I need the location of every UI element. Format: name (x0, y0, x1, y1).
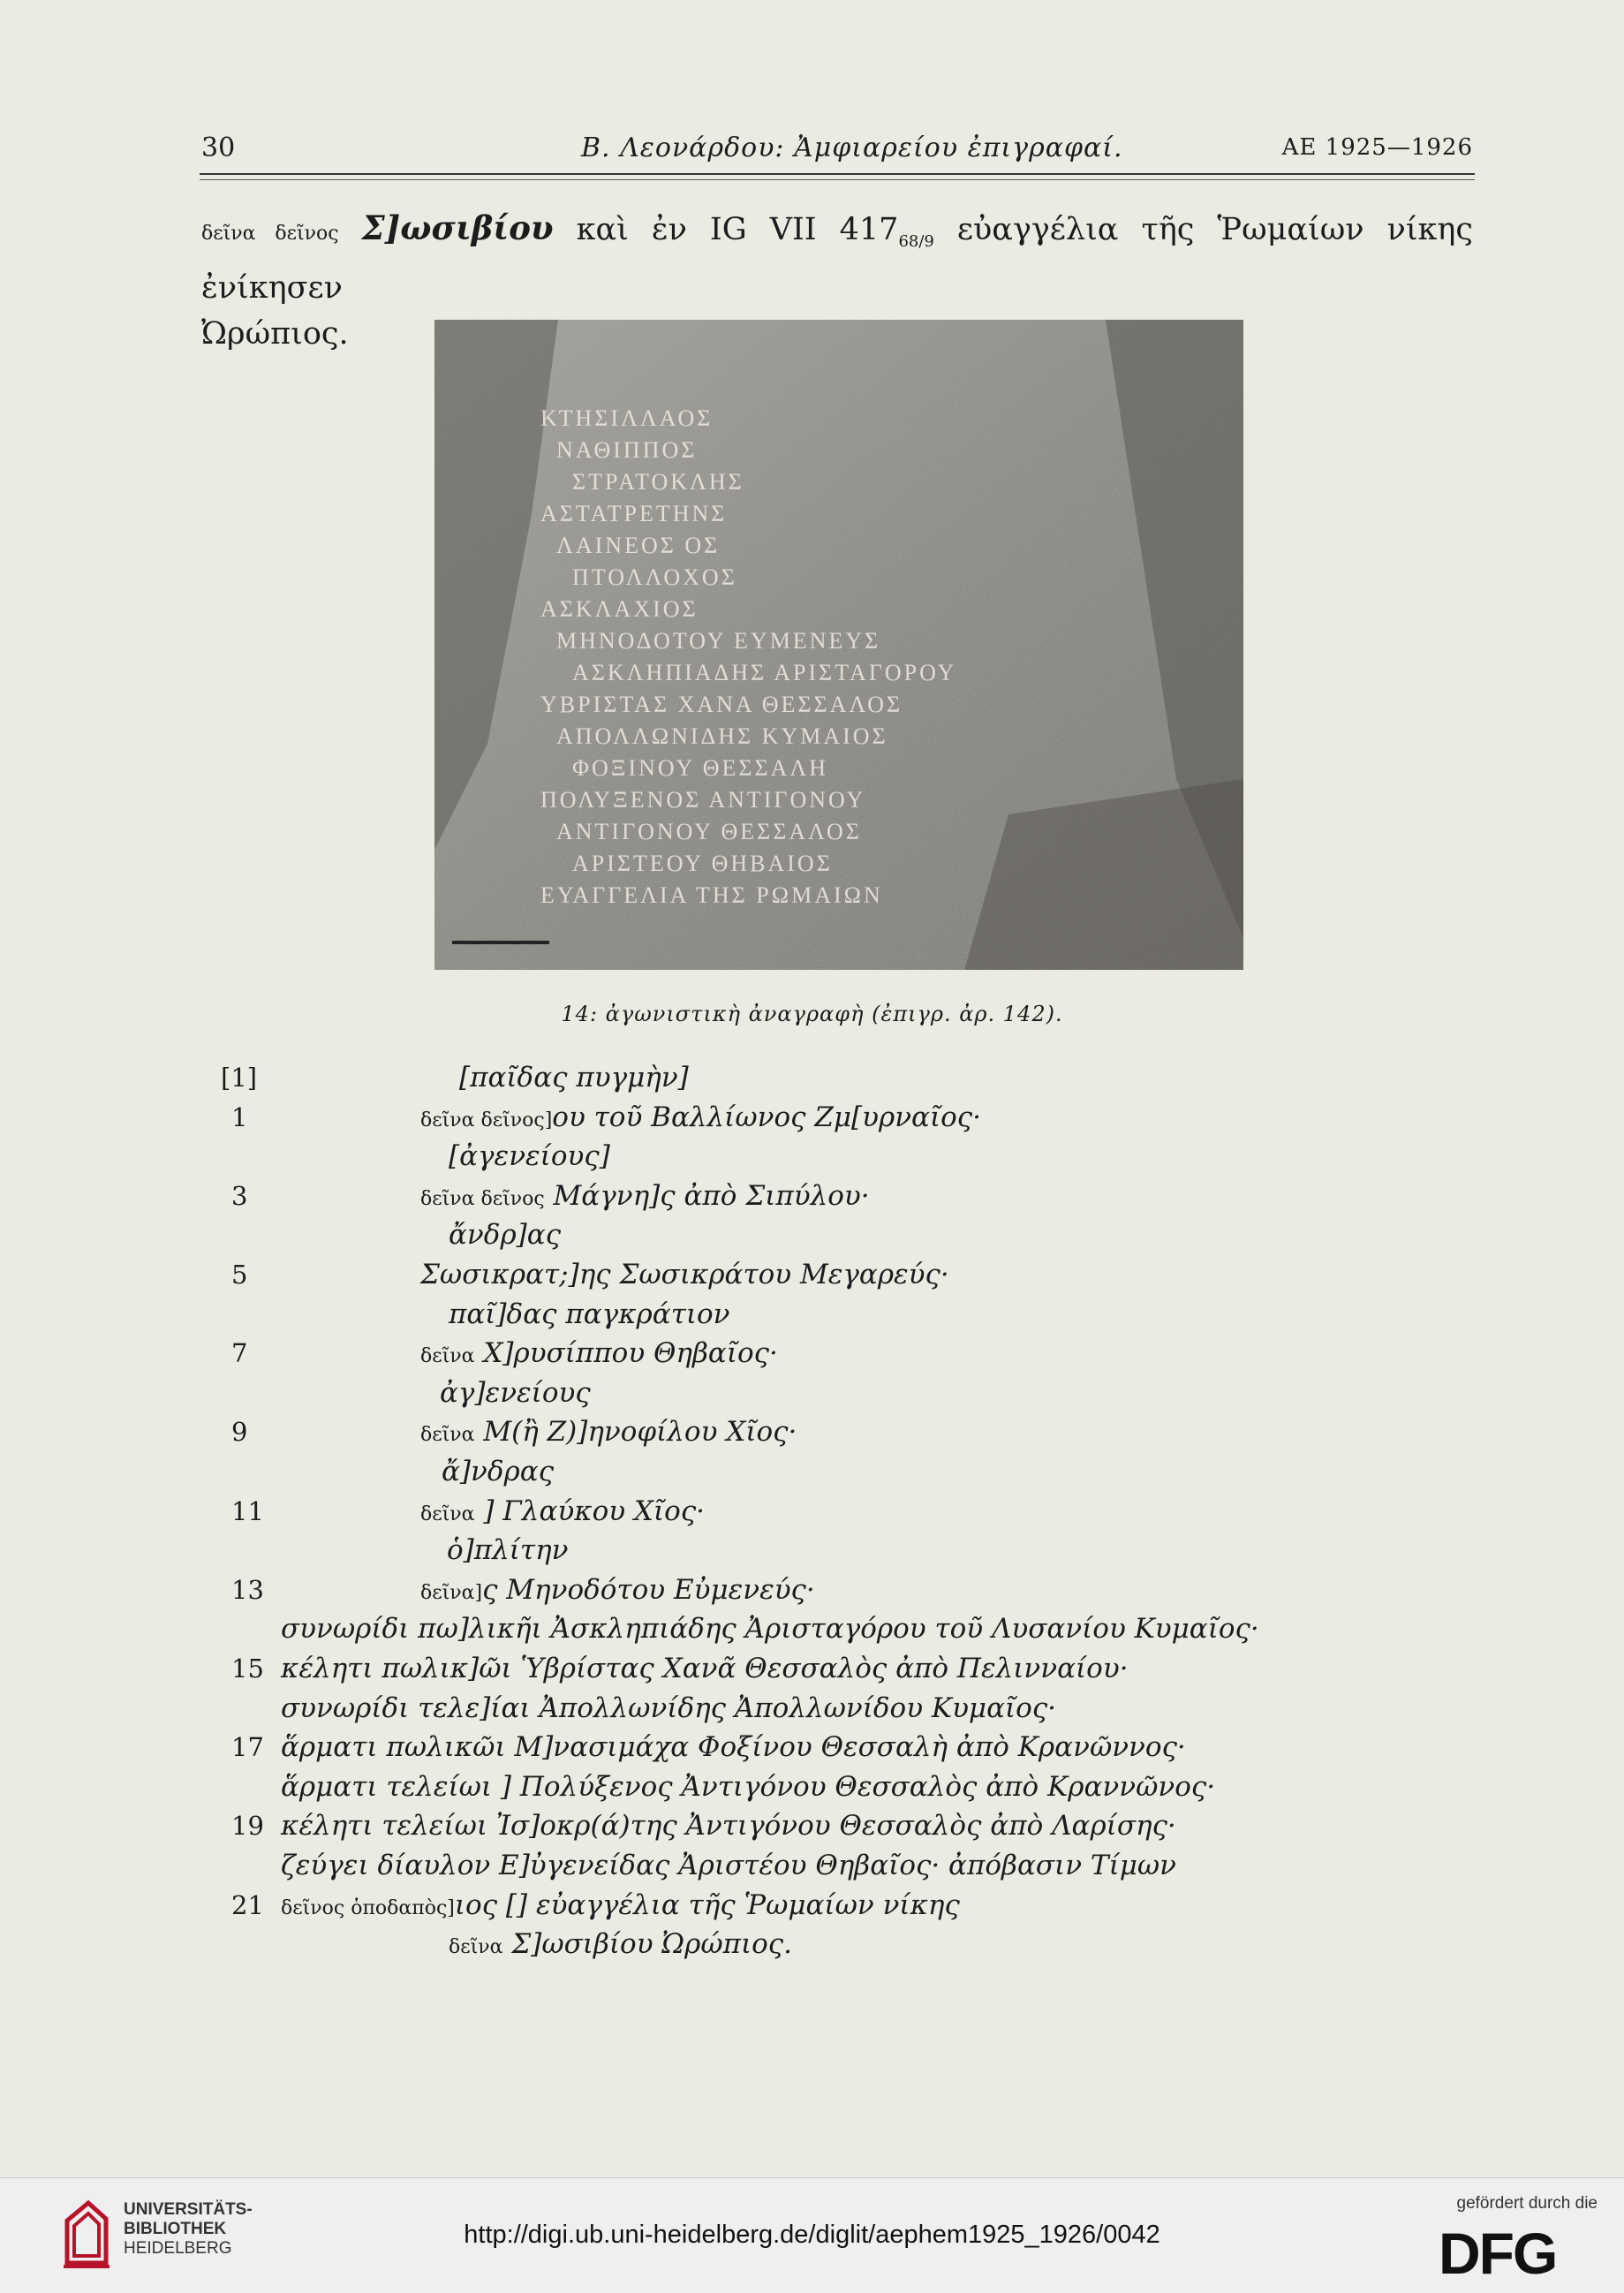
header-rule-thin (200, 179, 1475, 180)
stone-image (434, 320, 1243, 970)
line-text: συνωρίδι πω]λικῆι Ἀσκληπιάδης Ἀρισταγόρου τοῦ Λυσανίου Κυμαῖος· (281, 1613, 1259, 1646)
line-text: [ἀγενείους] (449, 1140, 610, 1173)
stone-letters: ΣΤΡΑΤΟΚΛΗΣ (572, 469, 744, 495)
line-number: 13 (231, 1574, 264, 1605)
line-text: ου τοῦ Βαλλίωνος Ζμ[υρναῖος· (552, 1101, 982, 1133)
volume-label: ΑΕ 1925—1926 (1281, 134, 1473, 161)
line-placeholder: δεῖνα (449, 1936, 503, 1959)
line-number: 9 (231, 1417, 248, 1448)
line-text: ἅρματι πωλικῶι Μ]νασιμάχα Φοξίνου Θεσσαλὴ ἀπὸ Κρανῶννος· (281, 1731, 1186, 1764)
line-text: κέλητι τελείωι Ἰσ]οκρ(ά)της Ἀντιγόνου Θεσσαλὸς ἀπὸ Λαρίσης· (281, 1810, 1176, 1843)
running-header (201, 132, 1473, 168)
line-text: ζεύγει δίαυλον Ε]ὐγενείδας Ἀριστέου Θηβαῖος· ἀπόβασιν Τίμων (281, 1850, 1176, 1881)
line-text: Χ]ρυσίππου Θηβαῖος· (474, 1337, 778, 1370)
stone-letters: ΑΣΚΛΗΠΙΑΔΗΣ ΑΡΙΣΤΑΓΟΡΟΥ (572, 660, 957, 685)
line-text: Μάγνη]ς ἀπὸ Σιπύλου· (544, 1179, 870, 1212)
intro-name: Σ]ωσιβίου (361, 208, 554, 247)
line-placeholder: δεῖνα δεῖνος (420, 1187, 545, 1210)
stone-letters: ΑΠΟΛΛΩΝΙΔΗΣ ΚΥΜΑΙΟΣ (556, 723, 888, 749)
stone-letters: ΑΣΤΑΤΡΕΤΗΝΣ (540, 501, 728, 526)
stone-letters: ΚΤΗΣΙΛΛΑΟΣ (540, 405, 714, 431)
page-number: 30 (201, 132, 236, 163)
line-text: Μ(ἢ Ζ)]ηνοφίλου Χῖος· (474, 1416, 797, 1449)
line-text: ς Μηνοδότου Εὐμενεύς· (482, 1573, 815, 1606)
line-number: 11 (231, 1495, 264, 1526)
stone-letters: ΑΝΤΙΓΟΝΟΥ ΘΕΣΣΑΛΟΣ (556, 819, 862, 844)
dfg-logo-icon (1439, 2224, 1596, 2279)
intro-rest: εὐαγγέλια τῆς Ῥωμαίων νίκης ἐνίκησεν (201, 212, 1473, 306)
line-text: ὁ]πλίτην (447, 1534, 569, 1567)
line-text: παῖ]δας παγκράτιον (449, 1298, 730, 1330)
line-text: Σωσικρατ;]ης Σωσικράτου Μεγαρεύς· (420, 1259, 949, 1290)
footer-bar (0, 2177, 1624, 2293)
inscription-photo (434, 320, 1243, 970)
line-text: ] Γλαύκου Χῖος· (474, 1495, 706, 1527)
line-number: 15 (231, 1654, 264, 1684)
line-number: 17 (231, 1732, 264, 1763)
header-rule (200, 173, 1475, 175)
line-placeholder: δεῖνα δεῖνος] (420, 1109, 553, 1131)
line-text: [παῖδας πυγμὴν] (459, 1062, 689, 1094)
intro-line2: Ὠρώπιος. (201, 316, 349, 352)
intro-mid: καὶ ἐν IG VII 417 (553, 212, 899, 247)
intro-prefix: δεῖνα δεῖνος (201, 223, 339, 245)
line-text: ἄνδρ]ας (449, 1219, 562, 1252)
line-text: ἄ]νδρας (442, 1456, 555, 1487)
line-number: 3 (231, 1180, 248, 1211)
intro-subscript: 68/9 (898, 232, 934, 251)
line-number: 21 (231, 1889, 264, 1920)
stone-letters: ΑΡΙΣΤΕΟΥ ΘΗΒΑΙΟΣ (572, 851, 833, 876)
line-placeholder: δεῖνα (420, 1345, 475, 1368)
line-placeholder: δεῖνα (420, 1502, 475, 1525)
stone-letters: ΑΣΚΛΑΧΙΟΣ (540, 596, 699, 622)
line-text: συνωρίδι τελε]ίαι Ἀπολλωνίδης Ἀπολλωνίδου Κυμαῖος· (281, 1691, 1057, 1724)
stone-letters: ΝΑΘΙΠΠΟΣ (556, 437, 698, 463)
line-text: κέλητι πωλικ]ῶι Ὑβρίστας Χανᾶ Θεσσαλὸς ἀπὸ Πελινναίου· (281, 1653, 1129, 1684)
funded-by-label: gefördert durch die (1456, 2194, 1598, 2213)
line-placeholder: δεῖνα] (420, 1581, 483, 1604)
stone-letters: ΥΒΡΙΣΤΑΣ ΧΑΝΑ ΘΕΣΣΑΛΟΣ (540, 692, 903, 717)
line-text: ἅρματι τελείωι ] Πολύξενος Ἀντιγόνου Θεσσαλὸς ἀπὸ Κραννῶνος· (281, 1770, 1216, 1803)
stone-letters: ΠΟΛΥΞΕΝΟΣ ΑΝΤΙΓΟΝΟΥ (540, 787, 866, 813)
stone-letters: ΛΑΙΝΕΟΣ ΟΣ (556, 533, 721, 558)
stone-letters: ΠΤΟΛΛΟΧΟΣ (572, 564, 737, 590)
svg-text:DFG: DFG (1439, 2224, 1557, 2279)
line-number: 5 (231, 1260, 248, 1290)
line-number: 1 (231, 1101, 248, 1132)
line-placeholder: δεῖνα (420, 1424, 475, 1447)
stone-letters: ΦΟΞΙΝΟΥ ΘΕΣΣΑΛΗ (572, 755, 829, 781)
line-text: ιος [] εὐαγγέλια τῆς Ῥωμαίων νίκης (454, 1888, 960, 1921)
line-number: 19 (231, 1811, 264, 1842)
stone-letters: ΜΗΝΟΔΟΤΟΥ ΕΥΜΕΝΕΥΣ (556, 628, 881, 654)
figure-caption: 14: ἀγωνιστικὴ ἀναγραφὴ (ἐπιγρ. ἀρ. 142). (561, 1002, 1063, 1026)
line-number: [1] (221, 1063, 258, 1093)
line-number: 7 (231, 1338, 248, 1369)
line-placeholder: δεῖνος ὁποδαπὸς] (281, 1896, 455, 1919)
library-name: UNIVERSITÄTS- BIBLIOTHEK HEIDELBERG (124, 2200, 253, 2258)
line-text: ἀγ]ενείους (440, 1376, 591, 1409)
running-title: Β. Λεονάρδου: Ἀμφιαρείου ἐπιγραφαί. (581, 132, 1123, 163)
stone-letters: ΕΥΑΓΓΕΛΙΑ ΤΗΣ ΡΩΜΑΙΩΝ (540, 882, 883, 908)
permalink-url[interactable]: http://digi.ub.uni-heidelberg.de/diglit/aephem1925_1926/0042 (464, 2221, 1160, 2249)
line-text: Σ]ωσιβίου Ὠρώπιος. (502, 1928, 793, 1961)
